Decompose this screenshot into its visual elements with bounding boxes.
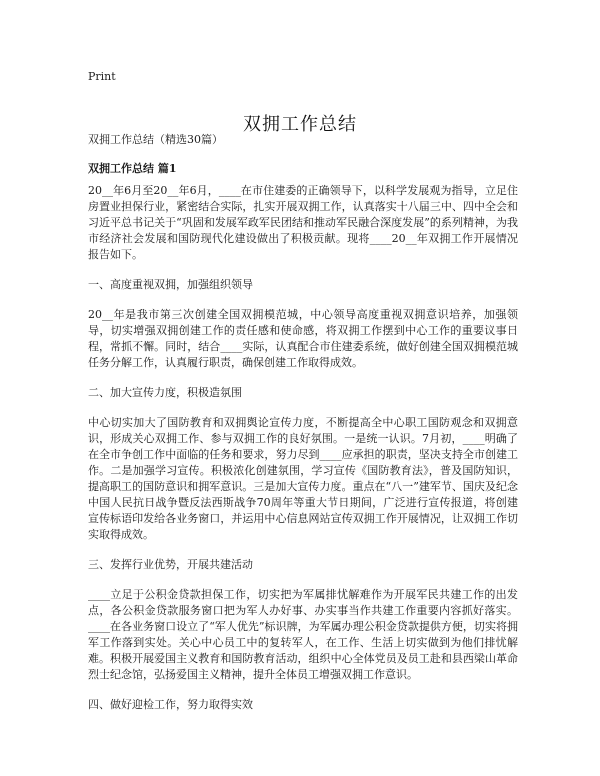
print-label: Print xyxy=(88,70,116,83)
paragraph-2: 中心切实加大了国防教育和双拥舆论宣传力度，不断提高全中心职工国防观念和双拥意识，形成关心双拥工作、参与双拥工作的良好氛围。一是统一认识。7月初，____明确了在全市争创工作中面临的任务和要求，努力尽到____应承担的职责，坚决支持全市创建工作。二是加强学习宣传。积极浓化创建氛围，学习宣传《国防教育法》，普及国防知识，提高职工的国防意识和拥军意识。三是加大宣传力度。重点在“八一”建军节、国庆及纪念中国人民抗日战争暨反法西斯战争70周年等重大节日期间，广泛进行宣传报道，将创建宣传标语印发给各业务窗口，并运用中心信息网站宣传双拥工作开展情况，让双拥工作切实取得成效。 xyxy=(88,416,518,541)
heading-1: 一、高度重视双拥，加强组织领导 xyxy=(88,278,253,291)
paragraph-3: ____立足于公积金贷款担保工作，切实把为军属排忧解难作为开展军民共建工作的出发点，各公积金贷款服务窗口把为军人办好事、办实事当作共建工作重要内容抓好落实。____在各业务窗口设立了“军人优先”标识牌，为军属办理公积金贷款提供方便，切实将拥军工作落到实处。关心中心员工中的复转军人，在工作、生活上切实做到为他们排忧解难。积极开展爱国主义教育和国防教育活动，组织中心全体党员及员工赴和县西梁山革命烈士纪念馆，弘扬爱国主义精神，提升全体员工增强双拥工作意识。 xyxy=(88,588,518,681)
heading-3: 三、发挥行业优势，开展共建活动 xyxy=(88,558,253,571)
section-title: 双拥工作总结 篇1 xyxy=(88,162,177,175)
paragraph-1: 20__年是我市第三次创建全国双拥模范城，中心领导高度重视双拥意识培养，加强领导，切实增强双拥创建工作的责任感和使命感，将双拥工作摆到中心工作的重要议事日程，常抓不懈。同时，结合____实际，认真配合市住建委系统，做好创建全国双拥模范城任务分解工作，认真履行职责，确保创建工作取得成效。 xyxy=(88,308,518,369)
heading-4: 四、做好迎检工作，努力取得实效 xyxy=(88,698,253,711)
heading-2: 二、加大宣传力度，积极造氛围 xyxy=(88,386,242,399)
document-body xyxy=(88,132,518,727)
document-subtitle: 双拥工作总结（精选30篇） xyxy=(88,133,223,146)
paragraph-intro: 20__年6月至20__年6月，____在市住建委的正确领导下，以科学发展观为指导，立足住房置业担保行业，紧密结合实际，扎实开展双拥工作，认真落实十八届三中、四中全会和习近平总书记关于“巩固和发展军政军民团结和推动军民融合深度发展”的系列精神，为我市经济社会发展和国防现代化建设做出了积极贡献。现将____20__年双拥工作开展情况报告如下。 xyxy=(88,184,518,261)
page-title: 双拥工作总结 xyxy=(243,114,357,136)
